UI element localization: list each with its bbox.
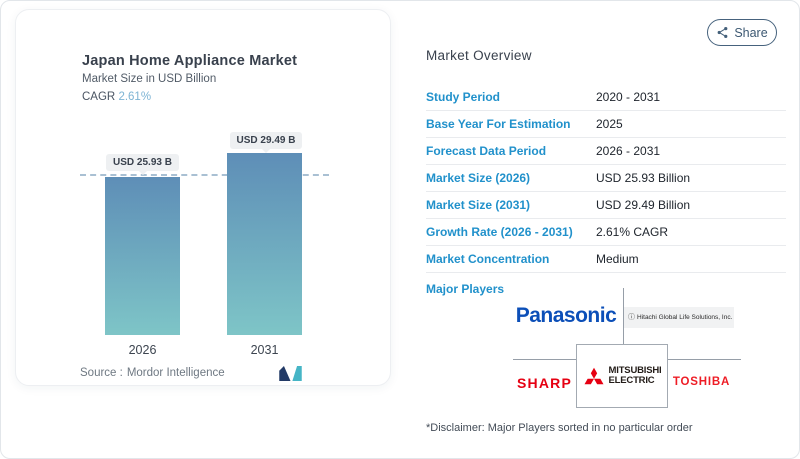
hitachi-mark-icon: ⓘ [628, 314, 635, 321]
row-label: Base Year For Estimation [426, 117, 571, 131]
mordor-intelligence-logo-icon [279, 366, 302, 381]
mitsubishi-word: MITSUBISHI [608, 365, 662, 377]
chart-title: Japan Home Appliance Market [82, 53, 298, 69]
share-icon [716, 26, 729, 39]
row-label: Market Size (2026) [426, 171, 531, 185]
row-value: USD 29.49 Billion [596, 198, 691, 212]
overview-heading: Market Overview [426, 48, 532, 63]
cagr-value: 2.61% [118, 91, 152, 103]
chart-subtitle: Market Size in USD Billion [82, 73, 217, 85]
bar-value-label-2031: USD 29.49 B [230, 132, 302, 149]
overview-row-market-concentration [426, 246, 786, 273]
overview-row-market-size-2031 [426, 192, 786, 219]
source-attribution [80, 367, 229, 379]
mitsubishi-logo-text [609, 366, 662, 386]
panasonic-logo: Panasonic [515, 304, 617, 327]
hitachi-logo-text: Hitachi Global Life Solutions, Inc. [637, 314, 733, 321]
toshiba-logo: TOSHIBA [672, 376, 731, 388]
major-players-label: Major Players [426, 282, 505, 296]
share-button[interactable] [707, 19, 777, 46]
players-disclaimer: *Disclaimer: Major Players sorted in no particular order [426, 422, 693, 434]
row-label: Market Concentration [426, 252, 550, 266]
mitsubishi-electric-logo [576, 344, 668, 408]
chart-cagr-line [82, 91, 151, 103]
bar-2031[interactable] [227, 153, 302, 335]
x-axis-label-2026: 2026 [128, 343, 157, 357]
bar-value-label-2026: USD 25.93 B [106, 154, 179, 171]
source-value: Mordor Intelligence [126, 367, 225, 379]
row-value: 2025 [596, 117, 623, 131]
overview-row-growth-rate [426, 219, 786, 246]
hitachi-logo [624, 307, 734, 328]
overview-row-base-year [426, 111, 786, 138]
market-snapshot-panel [15, 9, 391, 386]
electric-word: ELECTRIC [608, 375, 655, 386]
row-value: USD 25.93 Billion [596, 171, 691, 185]
overview-row-study-period [426, 84, 786, 111]
share-button-label: Share [734, 25, 768, 40]
players-connector-right [668, 359, 741, 360]
x-axis-label-2031: 2031 [250, 343, 279, 357]
row-value: 2026 - 2031 [596, 144, 661, 158]
sharp-logo: SHARP [516, 375, 572, 391]
row-value: Medium [596, 252, 639, 266]
overview-row-forecast-period [426, 138, 786, 165]
source-label: Source : [80, 367, 123, 379]
overview-row-market-size-2026 [426, 165, 786, 192]
row-value: 2.61% CAGR [596, 225, 669, 239]
row-label: Market Size (2031) [426, 198, 531, 212]
players-connector-left [513, 359, 576, 360]
bar-2026[interactable] [105, 177, 180, 335]
row-label: Growth Rate (2026 - 2031) [426, 225, 573, 239]
row-label: Forecast Data Period [426, 144, 547, 158]
row-label: Study Period [426, 90, 501, 104]
cagr-label: CAGR [82, 91, 116, 103]
row-value: 2020 - 2031 [596, 90, 661, 104]
mitsubishi-diamonds-icon [583, 367, 605, 385]
